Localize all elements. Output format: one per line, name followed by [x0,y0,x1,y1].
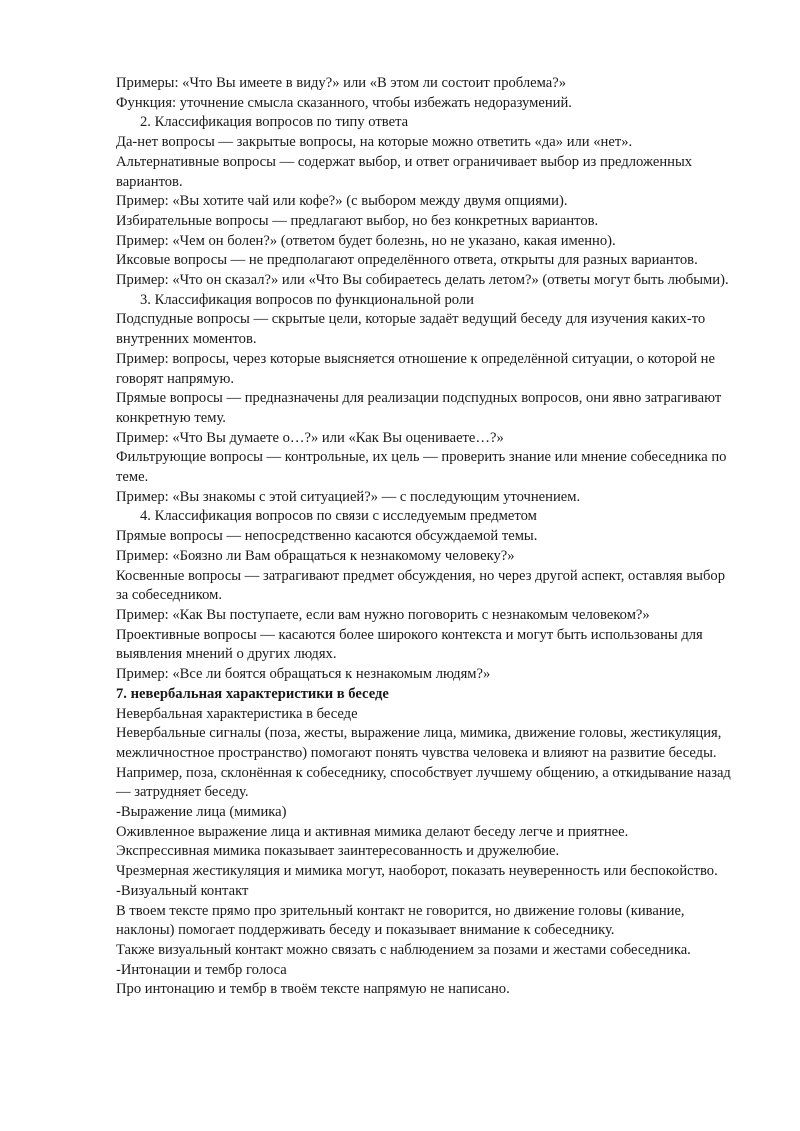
paragraph: Подспудные вопросы — скрытые цели, которые задаёт ведущий беседу для изучения каких-то внутренних моментов. [116,311,706,348]
section-heading: 4. Классификация вопросов по связи с исследуемым предметом [140,508,537,525]
section-heading: 3. Классификация вопросов по функциональной роли [140,291,474,308]
paragraph: Да-нет вопросы — закрытые вопросы, на которые можно ответить «да» или «нет». [116,134,633,151]
paragraph: Невербальная характеристика в беседе [116,705,358,722]
paragraph: Пример: «Вы хотите чай или кофе?» (с выбором между двумя опциями). [116,193,568,210]
paragraph: Фильтрующие вопросы — контрольные, их цель — проверить знание или мнение собеседника по теме. [116,449,727,486]
paragraph: Прямые вопросы — предназначены для реализации подспудных вопросов, они явно затрагивают конкретную тему. [116,390,722,426]
paragraph: Пример: «Чем он болен?» (ответом будет болезнь, но не указано, какая именно). [116,232,616,249]
paragraph: Иксовые вопросы — не предполагают определённого ответа, открыты для разных вариантов. [116,252,698,269]
paragraph: Чрезмерная жестикуляция и мимика могут, наоборот, показать неуверенность или беспокойство. [116,863,718,880]
paragraph: Невербальные сигналы (поза, жесты, выражение лица, мимика, движение головы, жестикуляция, межличностное пространство) помогают понять чувства человека и влияют на развитие беседы. [116,725,722,761]
document-body [116,74,740,1000]
paragraph: Проективные вопросы — касаются более широкого контекста и могут быть использованы для выявления мнений о других людях. [116,626,703,663]
paragraph: -Визуальный контакт [116,882,249,899]
paragraph: Про интонацию и тембр в твоём тексте напрямую не написано. [116,981,510,998]
paragraph: Пример: «Что Вы думаете о…?» или «Как Вы оцениваете…?» [116,429,504,446]
paragraph: Пример: «Все ли боятся обращаться к незнакомым людям?» [116,666,491,683]
paragraph: В твоем тексте прямо про зрительный контакт не говорится, но движение головы (кивание, наклоны) помогает поддерживать беседу и показывает внимание к собеседнику. [116,902,685,939]
paragraph: Также визуальный контакт можно связать с наблюдением за позами и жестами собеседника. [116,941,691,958]
paragraph: Оживленное выражение лица и активная мимика делают беседу легче и приятнее. [116,823,629,840]
paragraph: Пример: «Что он сказал?» или «Что Вы собираетесь делать летом?» (ответы могут быть любыми). [116,272,729,289]
paragraph: -Выражение лица (мимика) [116,804,287,821]
paragraph: Избирательные вопросы — предлагают выбор, но без конкретных вариантов. [116,212,599,229]
paragraph: Например, поза, склонённая к собеседнику, способствует лучшему общению, а откидывание назад — затрудняет беседу. [116,764,731,801]
paragraph: Косвенные вопросы — затрагивают предмет обсуждения, но через другой аспект, оставляя выбор за собеседником. [116,567,725,604]
paragraph: Пример: «Вы знакомы с этой ситуацией?» — с последующим уточнением. [116,488,581,505]
section-heading: 2. Классификация вопросов по типу ответа [140,114,409,131]
paragraph: Пример: «Как Вы поступаете, если вам нужно поговорить с незнакомым человеком?» [116,606,650,623]
paragraph: Примеры: «Что Вы имеете в виду?» или «В этом ли состоит проблема?» [116,75,567,91]
chapter-heading: 7. невербальная характеристики в беседе [116,685,389,702]
paragraph: Экспрессивная мимика показывает заинтересованность и дружелюбие. [116,843,560,860]
paragraph: Функция: уточнение смысла сказанного, чтобы избежать недоразумений. [116,94,572,111]
paragraph: Альтернативные вопросы — содержат выбор, и ответ ограничивает выбор из предложенных вариантов. [116,153,693,190]
paragraph: -Интонации и тембр голоса [116,961,287,978]
paragraph: Пример: вопросы, через которые выясняется отношение к определённой ситуации, о которой не говорят напрямую. [116,350,715,387]
paragraph: Пример: «Боязно ли Вам обращаться к незнакомому человеку?» [116,547,515,564]
paragraph: Прямые вопросы — непосредственно касаются обсуждаемой темы. [116,528,538,545]
